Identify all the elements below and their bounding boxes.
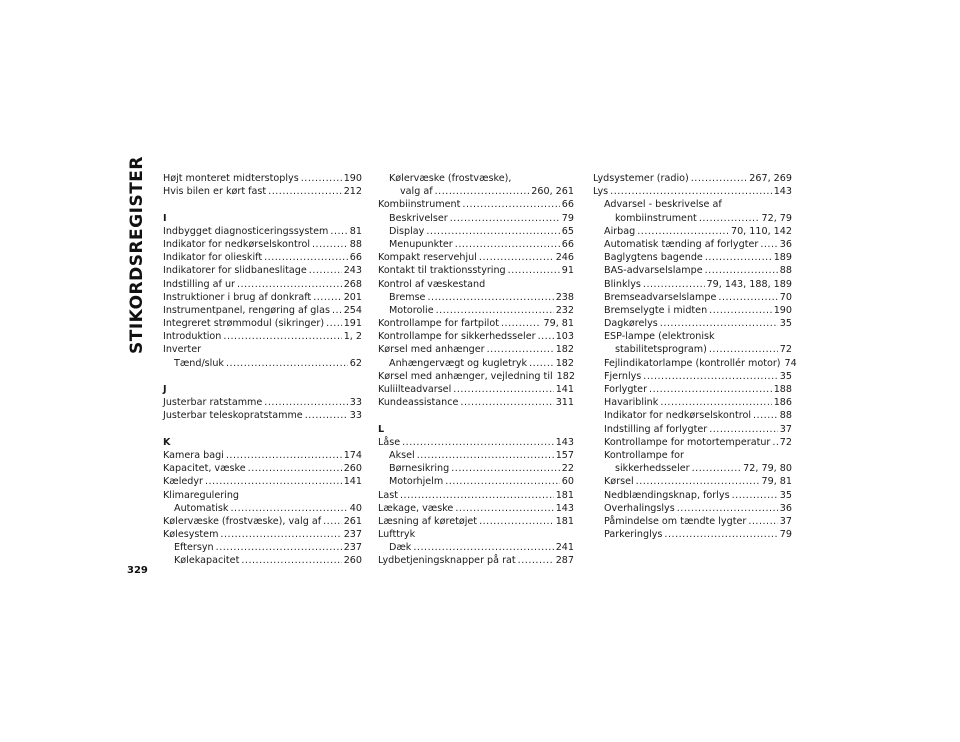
index-subentry: valg af ..... 260, 261 [378, 185, 574, 198]
index-entry: Kontrollampe for fartpilot ..... 79, 81 [378, 317, 574, 330]
index-entry: Integreret strømmodul (sikringer) ..... 191 [163, 317, 362, 330]
index-entry: Højt monteret midterstoplys ..... 190 [163, 172, 362, 185]
index-subentry: Automatisk ..... 40 [163, 502, 362, 515]
index-subentry: Kontrollampe for [604, 449, 684, 461]
index-entry: Hvis bilen er kørt fast ..... 212 [163, 185, 362, 198]
index-subentry: Bremselygte i midten ..... 190 [593, 304, 792, 317]
index-entry: Kontrol af væskestand [378, 278, 486, 290]
index-subentry: ESP-lampe (elektronisk [604, 331, 715, 343]
page-number: 329 [127, 565, 148, 576]
index-entry: Kompakt reservehjul ..... 246 [378, 251, 574, 264]
index-subentry: Indikator for nedkørselskontrol ..... 88 [593, 409, 792, 422]
index-subentry: Dæk ..... 241 [378, 541, 574, 554]
index-subentry: Menupunkter ..... 66 [378, 238, 574, 251]
index-entry: Kørsel med anhænger ..... 182 [378, 343, 574, 356]
index-entry: Kølesystem ..... 237 [163, 528, 362, 541]
index-subentry: Kontrollampe for motortemperatur ..... 72 [593, 436, 792, 449]
index-entry: Lys ..... 143 [593, 185, 792, 198]
index-subentry: Havariblink ..... 186 [593, 396, 792, 409]
index-subentry: Indstilling af forlygter ..... 37 [593, 423, 792, 436]
index-subentry: BAS-advarselslampe ..... 88 [593, 264, 792, 277]
index-entry: Låse ..... 143 [378, 436, 574, 449]
index-entry: Indstilling af ur ..... 268 [163, 278, 362, 291]
letter-heading: L [378, 423, 385, 435]
index-subentry: Parkeringlys ..... 79 [593, 528, 792, 541]
letter-heading: I [163, 212, 167, 224]
index-subentry: Aksel ..... 157 [378, 449, 574, 462]
index-subentry: stabilitetsprogram) ..... 72 [593, 343, 792, 356]
index-subentry: Eftersyn ..... 237 [163, 541, 362, 554]
index-entry: Kontakt til traktionsstyring ..... 91 [378, 264, 574, 277]
index-subentry: Påmindelse om tændte lygter ..... 37 [593, 515, 792, 528]
index-entry: Kapacitet, væske ..... 260 [163, 462, 362, 475]
index-entry: Kæledyr ..... 141 [163, 475, 362, 488]
index-subentry: sikkerhedsseler ..... 72, 79, 80 [593, 462, 792, 475]
index-subentry: Motorolie ..... 232 [378, 304, 574, 317]
index-entry: Last ..... 181 [378, 489, 574, 502]
index-entry: Kontrollampe for sikkerhedsseler ..... 103 [378, 330, 574, 343]
index-subentry: Display ..... 65 [378, 225, 574, 238]
index-subentry: Overhalingslys ..... 36 [593, 502, 792, 515]
index-subentry: Nedblændingsknap, forlys ..... 35 [593, 489, 792, 502]
index-entry: Kørsel med anhænger, vejledning til 182 [378, 370, 575, 382]
index-entry: Klimaregulering [163, 489, 240, 501]
index-subentry: Baglygtens bagende ..... 189 [593, 251, 792, 264]
index-column-3 [593, 172, 797, 541]
index-subentry: Børnesikring ..... 22 [378, 462, 574, 475]
index-entry: Introduktion ..... 1, 2 [163, 330, 362, 343]
index-subentry: Motorhjelm ..... 60 [378, 475, 574, 488]
index-entry: Kuliilteadvarsel ..... 141 [378, 383, 574, 396]
index-entry: Indikator for nedkørselskontrol ..... 88 [163, 238, 362, 251]
section-title [127, 156, 147, 354]
index-entry: Inverter [163, 344, 202, 356]
index-subentry: kombiinstrument ..... 72, 79 [593, 212, 792, 225]
index-entry: Kombiinstrument ..... 66 [378, 198, 574, 211]
letter-heading: J [163, 384, 167, 395]
letter-heading: K [163, 436, 171, 448]
index-entry: Indikator for olieskift ..... 66 [163, 251, 362, 264]
index-entry: Indikatorer for slidbaneslitage ..... 243 [163, 264, 362, 277]
index-entry: Lækage, væske ..... 143 [378, 502, 574, 515]
index-subentry: Kølekapacitet ..... 260 [163, 554, 362, 567]
index-subentry: Dagkørelys ..... 35 [593, 317, 792, 330]
index-column-2 [378, 172, 574, 568]
index-subentry: Kølervæske (frostvæske), [389, 173, 512, 184]
index-subentry: Bremseadvarselslampe ..... 70 [593, 291, 792, 304]
index-subentry: Forlygter ..... 188 [593, 383, 792, 396]
index-entry: Kundeassistance ..... 311 [378, 396, 574, 409]
index-entry: Kamera bagi ..... 174 [163, 449, 362, 462]
index-subentry: Airbag ..... 70, 110, 142 [593, 225, 792, 238]
index-entry: Kølervæske (frostvæske), valg af ..... 261 [163, 515, 362, 528]
index-subentry: Blinklys ..... 79, 143, 188, 189 [593, 278, 792, 291]
index-subentry: Tænd/sluk ..... 62 [163, 357, 362, 370]
index-subentry: Kørsel ..... 79, 81 [593, 475, 792, 488]
index-subentry: Beskrivelser ..... 79 [378, 212, 574, 225]
index-entry: Instruktioner i brug af donkraft ..... 201 [163, 291, 362, 304]
index-entry: Lufttryk [378, 529, 416, 541]
index-entry: Læsning af køretøjet ..... 181 [378, 515, 574, 528]
index-subentry: Fjernlys ..... 35 [593, 370, 792, 383]
index-entry: Justerbar teleskopratstamme ..... 33 [163, 409, 362, 422]
index-entry: Lydsystemer (radio) ..... 267, 269 [593, 172, 792, 185]
index-subentry: Advarsel - beskrivelse af [604, 199, 722, 211]
index-subentry: Anhængervægt og kugletryk ..... 182 [378, 357, 574, 370]
section-title-text: STIKORDSREGISTER [127, 156, 147, 354]
index-subentry: Bremse ..... 238 [378, 291, 574, 304]
index-subentry: Fejlindikatorlampe (kontrollér motor) 74 [604, 357, 797, 369]
index-entry: Instrumentpanel, rengøring af glas ..... 254 [163, 304, 362, 317]
index-column-1 [163, 172, 362, 568]
index-entry: Justerbar ratstamme ..... 33 [163, 396, 362, 409]
index-entry: Indbygget diagnosticeringssystem ..... 81 [163, 225, 362, 238]
index-subentry: Automatisk tænding af forlygter ..... 36 [593, 238, 792, 251]
index-entry: Lydbetjeningsknapper på rat ..... 287 [378, 554, 574, 567]
